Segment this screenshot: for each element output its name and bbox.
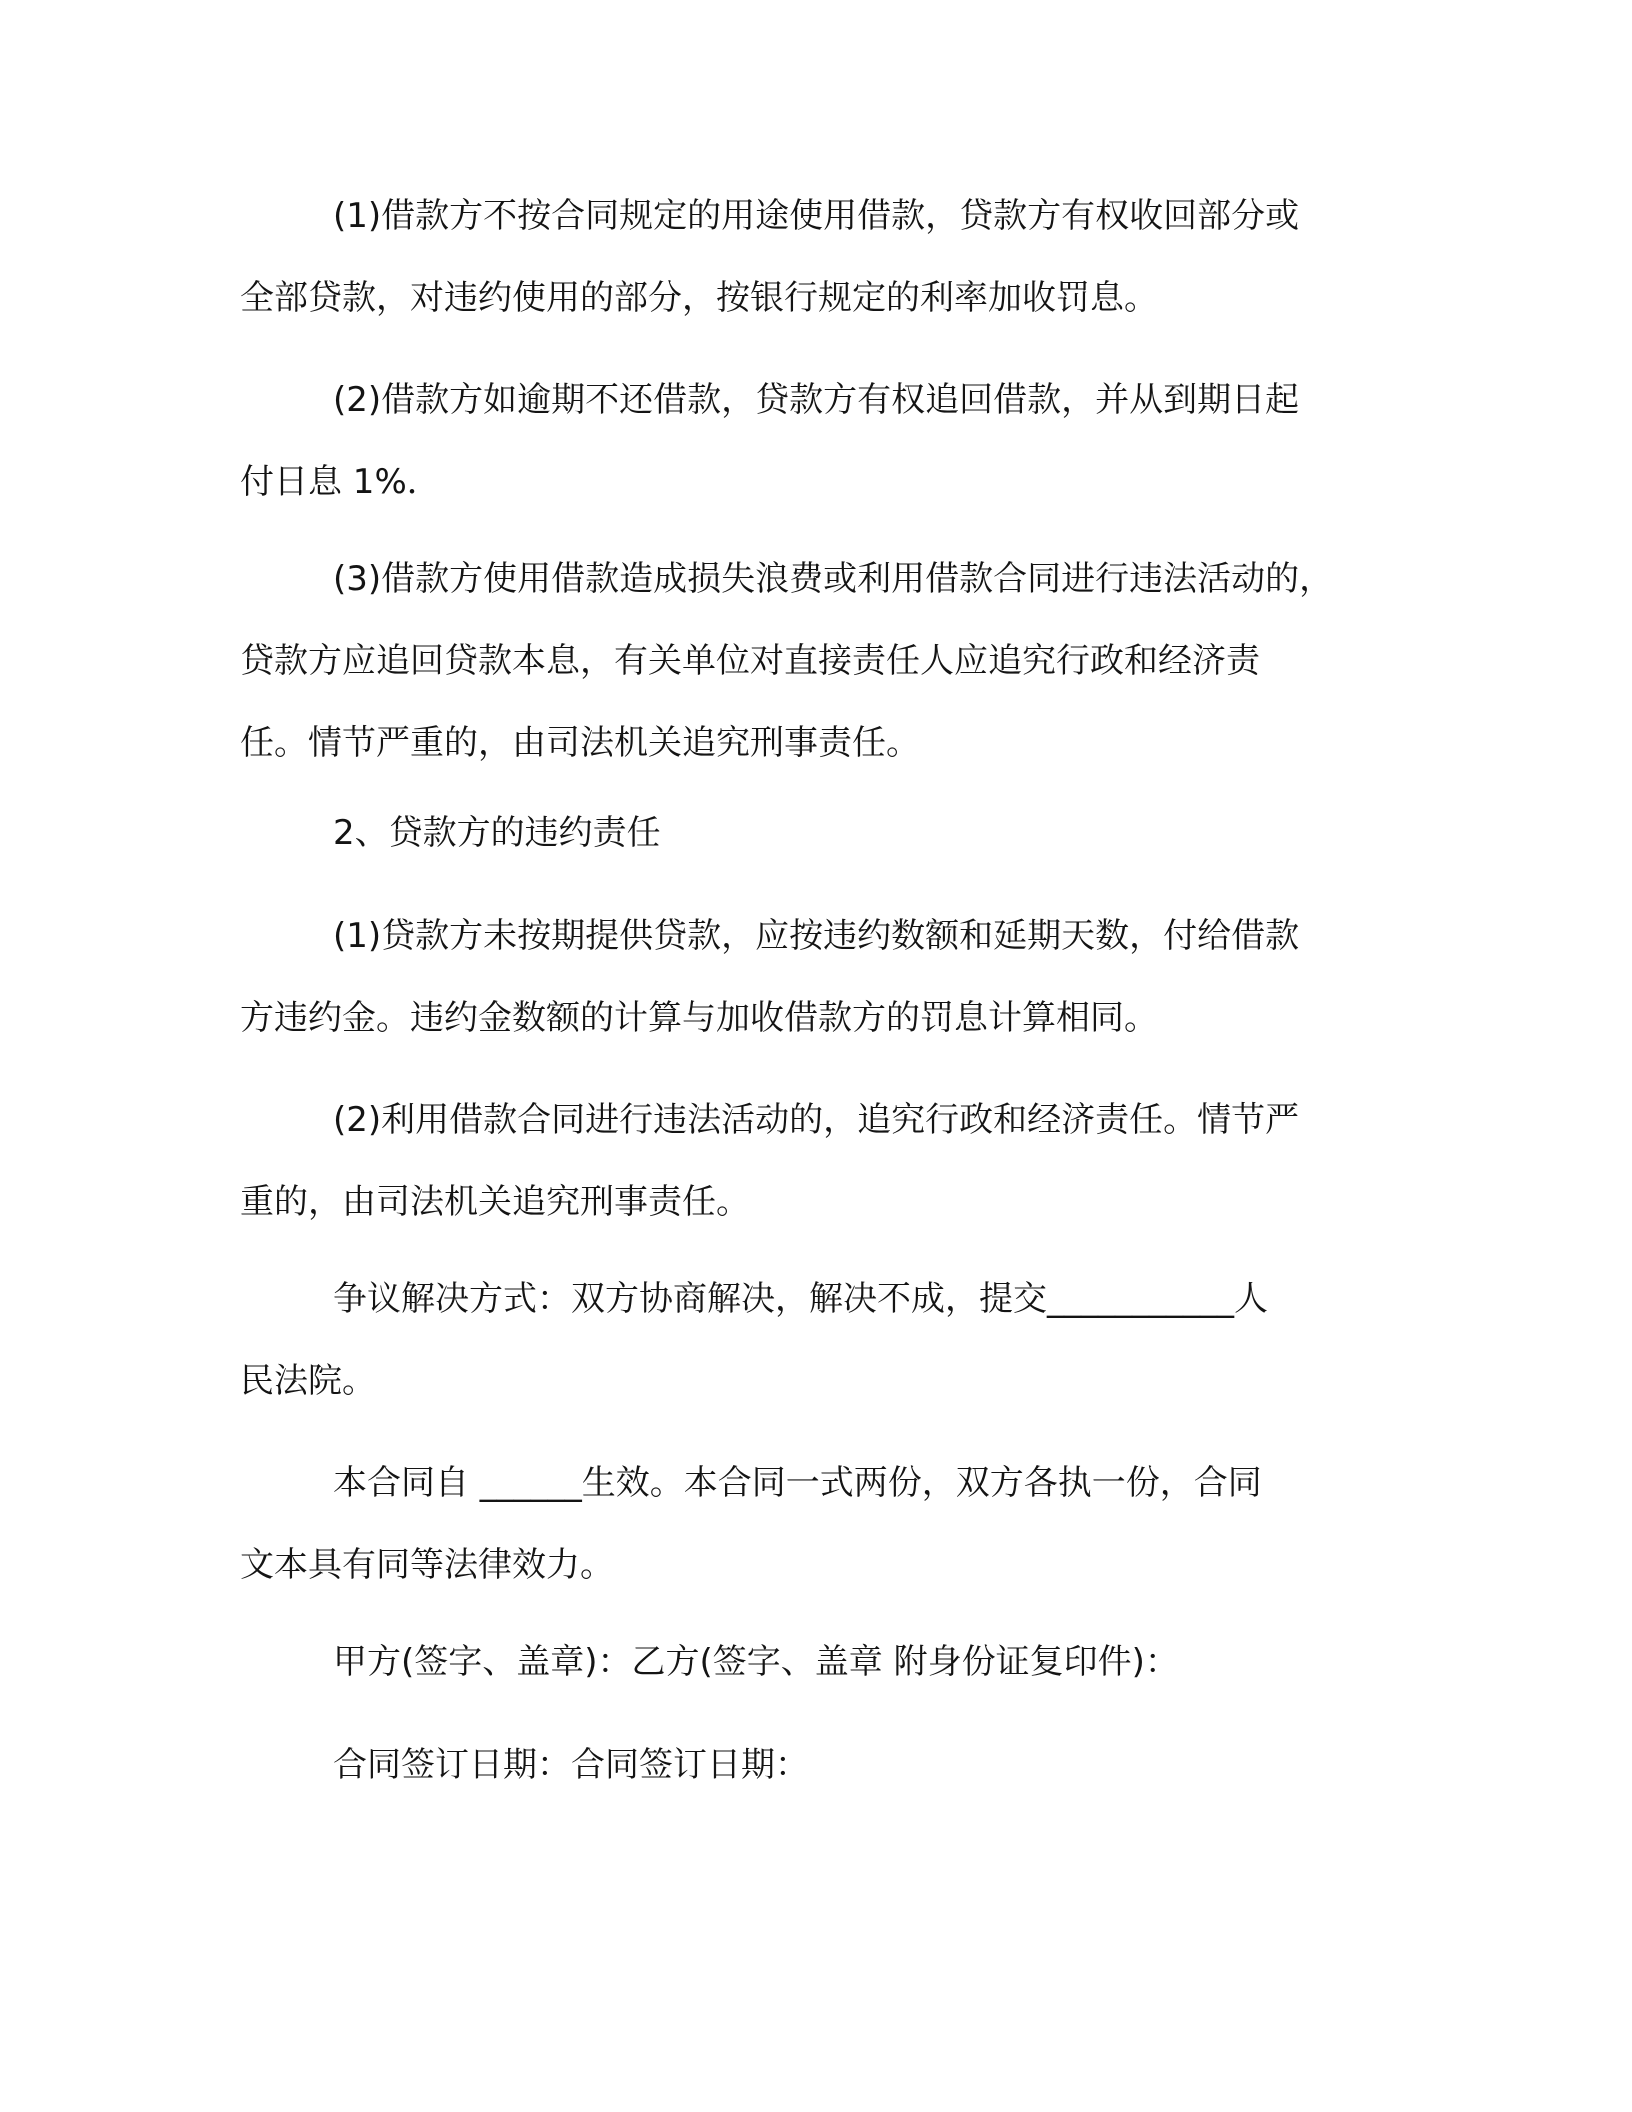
paragraph-line: 贷款方应追回贷款本息，有关单位对直接责任人应追究行政和经济责 (240, 641, 1260, 681)
paragraph-line: 全部贷款，对违约使用的部分，按银行规定的利率加收罚息。 (240, 278, 1158, 318)
paragraph-line: 本合同自 ______生效。本合同一式两份，双方各执一份，合同 (333, 1463, 1262, 1503)
paragraph-effective-date (240, 1442, 1420, 1606)
paragraph-lender-illegal (240, 1079, 1420, 1243)
paragraph-line: 付日息 1%． (240, 462, 441, 502)
paragraph-line: (2)借款方如逾期不还借款，贷款方有权追回借款，并从到期日起 (333, 380, 1300, 420)
paragraph-line: (1)贷款方未按期提供贷款，应按违约数额和延期天数，付给借款 (333, 916, 1300, 956)
paragraph-borrower-overdue (240, 359, 1420, 523)
paragraph-line: 任。情节严重的，由司法机关追究刑事责任。 (240, 723, 920, 763)
paragraph-line: 方违约金。违约金数额的计算与加收借款方的罚息计算相同。 (240, 998, 1158, 1038)
paragraph-line: (2)利用借款合同进行违法活动的，追究行政和经济责任。情节严 (333, 1100, 1300, 1140)
sign-dates: 合同签订日期：合同签订日期： (333, 1745, 809, 1785)
paragraph-line: (1)借款方不按合同规定的用途使用借款，贷款方有权收回部分或 (333, 196, 1300, 236)
paragraph-lender-delay (240, 895, 1420, 1059)
sign-date-line (240, 1724, 1420, 1806)
paragraph-line: 文本具有同等法律效力。 (240, 1545, 614, 1585)
paragraph-borrower-misuse (240, 175, 1420, 339)
paragraph-line: 重的，由司法机关追究刑事责任。 (240, 1182, 750, 1222)
signature-parties: 甲方(签字、盖章)：乙方(签字、盖章 附身份证复印件)： (333, 1642, 1179, 1682)
section-heading-lender-liability (240, 792, 1420, 874)
paragraph-line: 争议解决方式：双方协商解决，解决不成，提交___________人 (333, 1279, 1268, 1319)
paragraph-line: (3)借款方使用借款造成损失浪费或利用借款合同进行违法活动的， (333, 559, 1334, 599)
section-heading: 2、贷款方的违约责任 (333, 813, 661, 853)
signature-line (240, 1621, 1420, 1703)
paragraph-borrower-loss (240, 538, 1420, 784)
paragraph-line: 民法院。 (240, 1361, 376, 1401)
paragraph-dispute-resolution (240, 1258, 1420, 1422)
